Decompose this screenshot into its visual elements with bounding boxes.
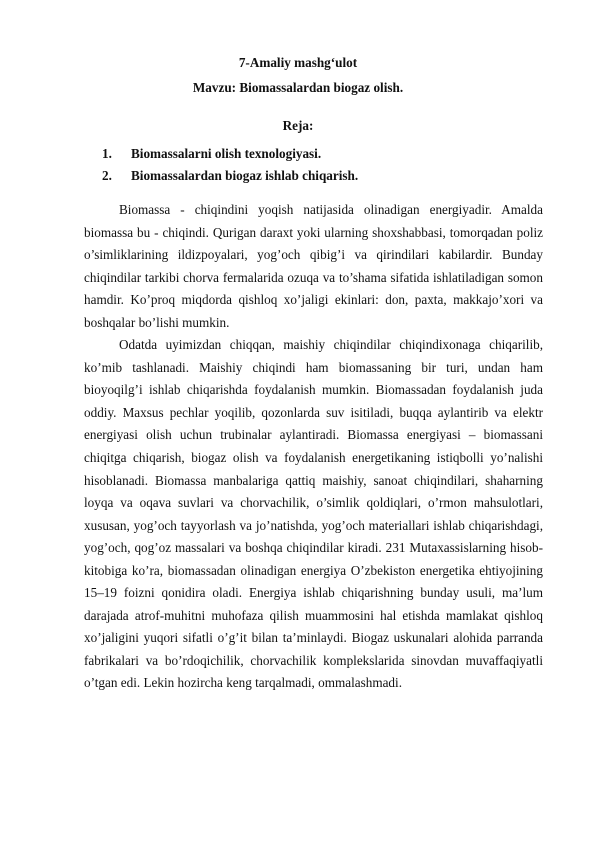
plan-item bbox=[102, 143, 358, 165]
paragraph-biomass-definition: Biomassa - chiqindini yoqish natijasida olinadigan energiyadir. Amalda biomassa bu - chiqindi. Qurigan daraxt yoki ularning shoxshabbasi, tomorqadan poliz o’simliklarining ildizpoyalari, yog’och qibig’i va qirindilari kabilardir. Bunday chiqindilar tarkibi chorva fermalarida ozuqa va to’shama sifatida ishlatiladigan somon hamdir. Ko’proq miqdorda qishloq xo’jaligi ekinlari: don, paxta, makkajo’xori va boshqalar bo’lishi mumkin. bbox=[84, 202, 543, 330]
plan-item-number: 1. bbox=[102, 146, 112, 161]
plan-list bbox=[102, 143, 358, 187]
plan-item bbox=[102, 165, 358, 187]
practical-lesson-title: 7-Amaliy mashg‘ulot bbox=[238, 55, 358, 70]
plan-item-text: Biomassalardan biogaz ishlab chiqarish. bbox=[131, 168, 359, 183]
plan-item-number: 2. bbox=[102, 168, 112, 183]
topic-heading: Mavzu: Biomassalardan biogaz olish. bbox=[192, 80, 404, 95]
plan-item-text: Biomassalarni olish texnologiyasi. bbox=[131, 146, 322, 161]
plan-heading: Reja: bbox=[282, 118, 314, 133]
body-text bbox=[84, 199, 543, 695]
paragraph-household-waste: Odatda uyimizdan chiqqan, maishiy chiqindilar chiqindixonaga chiqarilib, ko’mib tashlanadi. Maishiy chiqindi ham biomassaning bir turi, undan ham bioyoqilg’i ishlab chiqarishda foydalanish mumkin. Biomassadan foydalanish juda oddiy. Maxsus pechlar yoqilib, qozonlarda suv isitiladi, buqqa aylantirib va elektr energiyasi olish uchun trubinalar aylantiradi. Biomassa energiyasi – biomassani chiqitga chiqarish, biogaz olish va foydalanish energetikaning istiqbolli yo’nalishi hisoblanadi. Biomassa manbalariga qattiq maishiy, sanoat chiqindilari, shaharning loyqa va oqava suvlari va chorvachilik, o’simlik qoldiqlari, o’rmon mahsulotlari, xususan, yog’och tayyorlash va jo’natishda, yog’och materiallari ishlab chiqarishdagi, yog’och, qog’oz massalari va boshqa chiqindilar kiradi. 231 Mutaxassislarning hisob-kitobiga ko’ra, biomassadan olinadigan energiya O’zbekiston energetika ehtiyojining 15–19 foizni qonidira oladi. Energiya ishlab chiqarishning bunday usuli, ma’lum darajada atrof-muhitni muhofaza qilish muammosini hal etishda mamlakat qishloq xo’jaligini yuqori sifatli o’g’it bilan ta’minlaydi. Biogaz uskunalari alohida parranda fabrikalari va bo’rdoqichilik, chorvachilik komplekslarida sinovdan muvaffaqiyatli o’tgan edi. Lekin hozircha keng tarqalmadi, ommalashmadi. bbox=[84, 337, 543, 691]
